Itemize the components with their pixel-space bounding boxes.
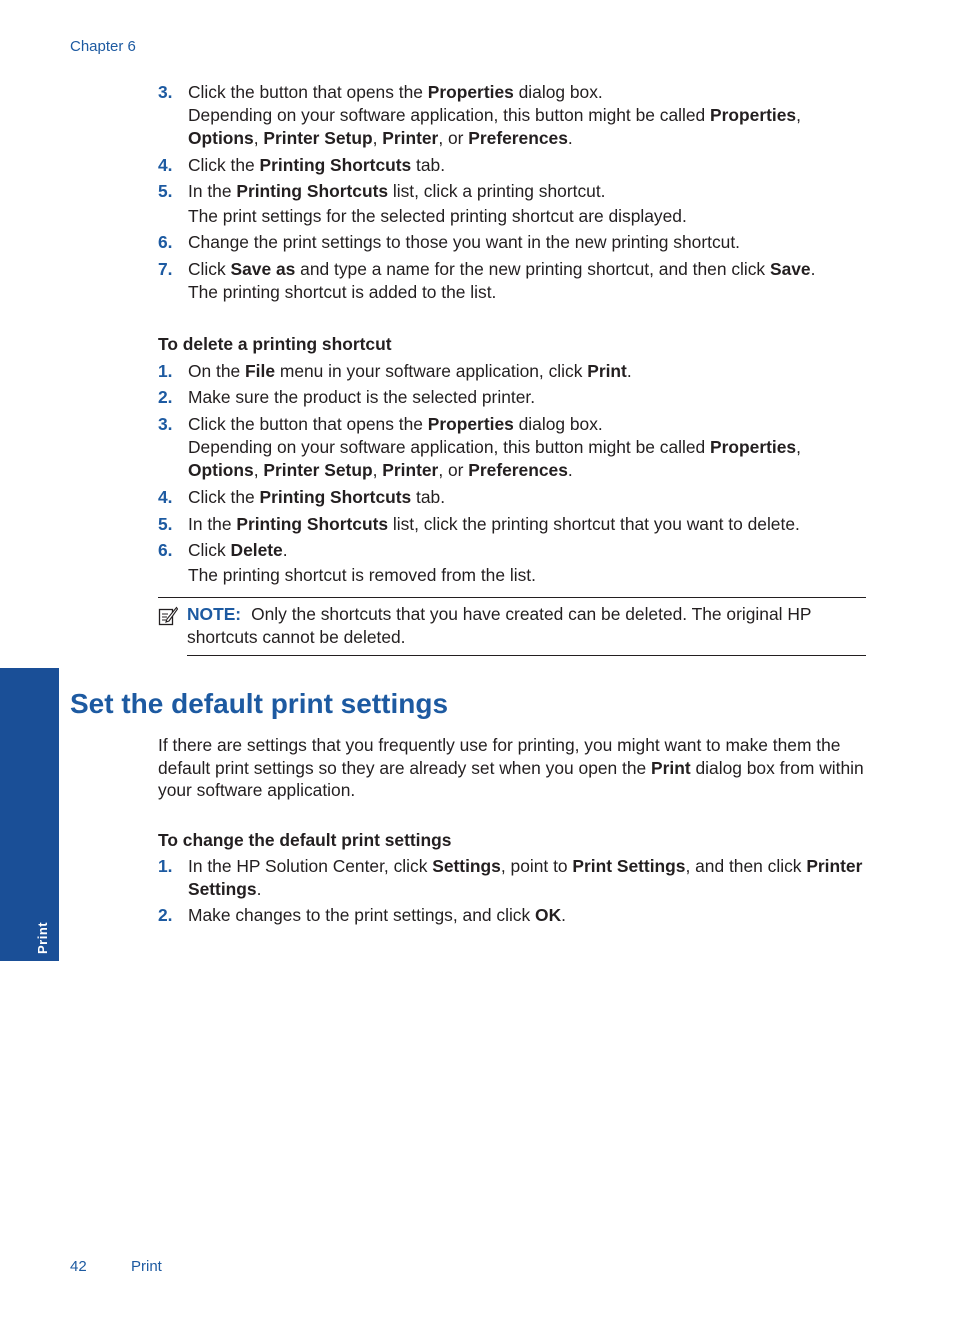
step-detail: The printing shortcut is removed from the list. [188,565,536,585]
step-number: 4. [158,155,173,175]
step-number: 1. [158,856,173,876]
note-text [187,603,867,649]
step-text: Click the button that opens the Properties dialog box. [188,414,603,434]
step-number: 7. [158,259,173,279]
section-title: Set the default print settings [70,688,449,719]
step-number: 5. [158,181,173,201]
step-text: Click Save as and type a name for the new printing shortcut, and then click Save. [188,259,816,279]
create-step-3 [158,81,868,150]
default-step-2 [158,904,868,927]
create-step-5 [158,180,868,228]
step-number: 6. [158,232,173,252]
step-detail: Depending on your software application, this button might be called Properties, [188,437,801,457]
default-subheading: To change the default print settings [158,830,452,850]
step-detail: Options, Printer Setup, Printer, or Preferences. [188,460,573,480]
side-tab [0,668,59,961]
running-header-chapter: Chapter 6 [70,38,136,55]
step-detail: Depending on your software application, this button might be called Properties, [188,105,801,125]
side-tab-label: Print [35,921,50,954]
step-text: Click Delete. [188,540,288,560]
note-body: Only the shortcuts that you have created can be deleted. The original HP shortcuts cannot be deleted. [187,604,812,647]
step-text: In the HP Solution Center, click Settings, point to Print Settings, and then click Printer Settings. [188,856,863,899]
step-text: Change the print settings to those you want in the new printing shortcut. [188,232,740,252]
step-number: 3. [158,82,173,102]
create-step-7 [158,258,868,304]
note-pencil-icon [158,606,178,626]
step-number: 6. [158,540,173,560]
step-text: In the Printing Shortcuts list, click the printing shortcut that you want to delete. [188,514,800,534]
delete-step-6 [158,539,868,587]
note-bottom-rule [187,655,866,656]
step-text: On the File menu in your software application, click Print. [188,361,632,381]
footer-section-title: Print [131,1258,162,1275]
section-intro: If there are settings that you frequently use for printing, you might want to make them the default print settings so they are already set when you open the Print dialog box from within your software application. [158,735,864,800]
step-text: Click the button that opens the Properties dialog box. [188,82,603,102]
step-number: 4. [158,487,173,507]
delete-step-2 [158,386,868,409]
note-label: NOTE: [187,604,242,624]
step-detail: Options, Printer Setup, Printer, or Preferences. [188,128,573,148]
step-text: Click the Printing Shortcuts tab. [188,487,446,507]
step-number: 2. [158,387,173,407]
step-text: Click the Printing Shortcuts tab. [188,155,446,175]
create-step-6 [158,231,868,254]
create-step-4 [158,154,868,177]
step-number: 5. [158,514,173,534]
step-detail: The printing shortcut is added to the list. [188,282,497,302]
step-text: In the Printing Shortcuts list, click a printing shortcut. [188,181,606,201]
page-number: 42 [70,1258,87,1275]
delete-heading: To delete a printing shortcut [158,334,392,354]
note-box [158,597,866,656]
delete-step-4 [158,486,868,509]
step-number: 3. [158,414,173,434]
step-text: Make changes to the print settings, and click OK. [188,905,566,925]
delete-step-5 [158,513,868,536]
step-number: 2. [158,905,173,925]
step-number: 1. [158,361,173,381]
default-step-1 [158,855,868,901]
step-text: Make sure the product is the selected printer. [188,387,536,407]
delete-step-1 [158,360,868,383]
delete-step-3 [158,413,868,482]
step-detail: The print settings for the selected printing shortcut are displayed. [188,206,687,226]
